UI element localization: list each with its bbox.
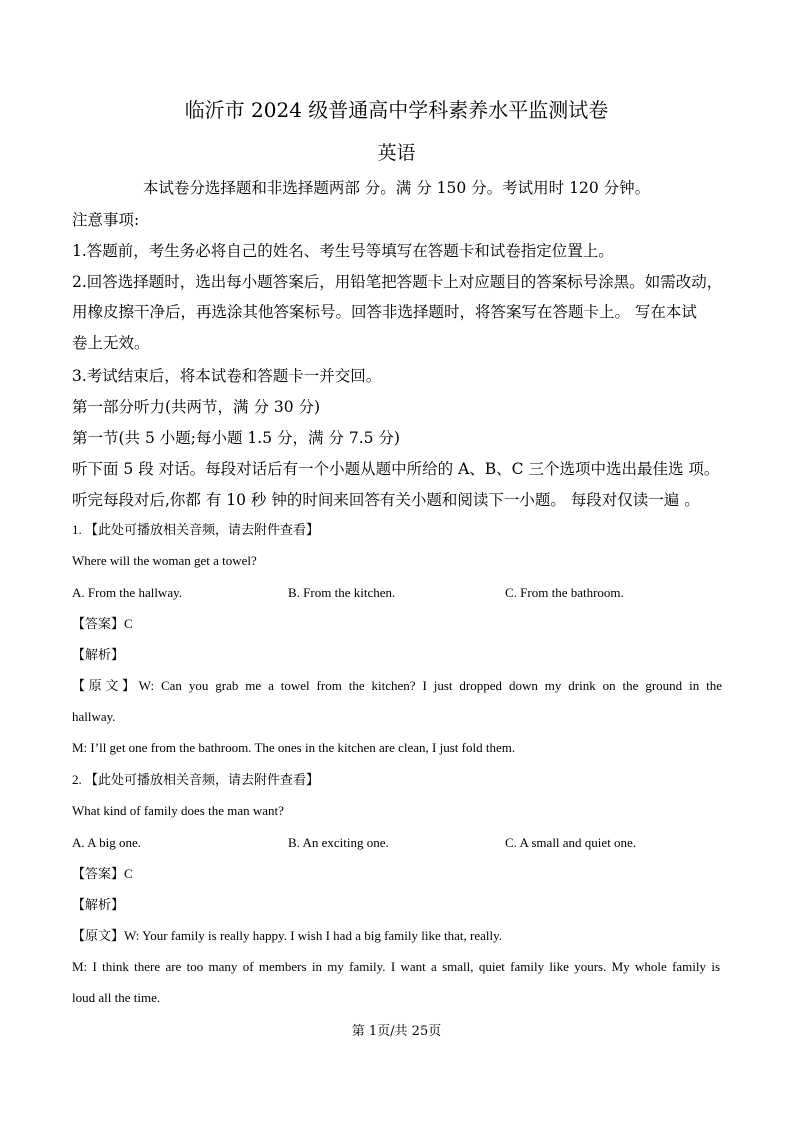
question-1-transcript-line-3: M: I’ll get one from the bathroom. The ones in the kitchen are clean, I just fold them. (72, 740, 516, 755)
note-item-2-line-1: 2.回答选择题时，选出每小题答案后，用铅笔把答题卡上对应题目的答案标号涂黑。如需改动， (72, 273, 723, 291)
section-heading: 第一节(共 5 小题;每小题 1.5 分，满 分 7.5 分) (72, 429, 400, 447)
subject-title: 英语 (377, 142, 416, 164)
question-1-option-c: C. From the bathroom. (505, 585, 624, 600)
part-heading: 第一部分听力(共两节，满 分 30 分) (72, 398, 321, 416)
exam-title: 临沂市 2024 级普通高中学科素养水平监测试卷 (184, 98, 609, 122)
instruction-line-1: 听下面 5 段 对话。每段对话后有一个小题从题中所给的 A、B、C 三个选项中选出最佳选 项。 (72, 460, 720, 478)
page-number: 第 1页/共 25页 (351, 1024, 442, 1039)
note-item-2-line-3: 卷上无效。 (72, 334, 150, 352)
question-2-analysis-label: 【解析】 (72, 897, 125, 912)
question-1-option-b: B. From the kitchen. (288, 585, 396, 600)
question-2-transcript-line-1: 【原文】W: Your family is really happy. I wish I had a big family like that, really. (72, 928, 502, 943)
question-2-transcript-line-2: M: I think there are too many of members in my family. I want a small, quiet family like yours. My whole family is (72, 959, 720, 974)
question-2-header: 2. 【此处可播放相关音频，请去附件查看】 (72, 772, 320, 787)
question-1-text: Where will the woman get a towel? (72, 553, 257, 568)
question-2-option-c: C. A small and quiet one. (505, 835, 637, 850)
question-1-analysis-label: 【解析】 (72, 647, 125, 662)
question-2-transcript-line-3: loud all the time. (72, 990, 161, 1005)
question-1-option-a: A. From the hallway. (72, 585, 182, 600)
note-item-3: 3.考试结束后，将本试卷和答题卡一并交回。 (72, 367, 382, 385)
question-1-answer: 【答案】C (72, 616, 133, 631)
note-item-1: 1.答题前，考生务必将自己的姓名、考生号等填写在答题卡和试卷指定位置上。 (72, 242, 614, 260)
question-2-option-b: B. An exciting one. (288, 835, 389, 850)
instruction-line-2: 听完每段对后,你都 有 10 秒 钟的时间来回答有关小题和阅读下一小题。 每段对仅读一遍 。 (72, 491, 700, 509)
question-1-transcript-line-1: 【原文】W: Can you grab me a towel from the kitchen? I just dropped down my drink on the ground in the (72, 678, 722, 693)
question-2-text: What kind of family does the man want? (72, 803, 284, 818)
question-1-header: 1. 【此处可播放相关音频，请去附件查看】 (72, 522, 320, 537)
notes-heading: 注意事项: (72, 211, 140, 229)
note-item-2-line-2: 用橡皮擦干净后，再选涂其他答案标号。回答非选择题时，将答案写在答题卡上。 写在本试 (72, 303, 697, 321)
exam-intro: 本试卷分选择题和非选择题两部 分。满 分 150 分。考试用时 120 分钟。 (142, 179, 651, 197)
question-1-transcript-line-2: hallway. (72, 709, 116, 724)
question-2-option-a: A. A big one. (72, 835, 141, 850)
question-2-answer: 【答案】C (72, 866, 133, 881)
